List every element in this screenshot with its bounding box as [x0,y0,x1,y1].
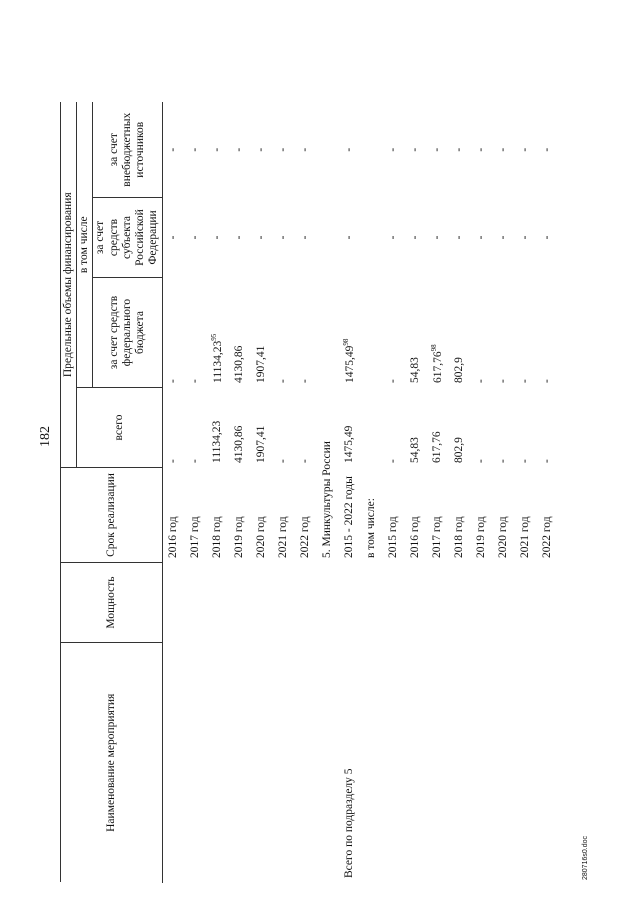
table-row [405,103,427,883]
cell-total-text: 1475,49 [342,425,355,463]
cell-regional-text: - [540,235,553,240]
cell-total [207,388,229,468]
cell-total-text: 11134,23 [210,420,223,463]
cell-empty [317,643,339,883]
header-capacity: Мощность [61,563,163,643]
cell-capacity [471,563,493,643]
cell-period-text: 2016 год [166,516,179,558]
cell-extra [493,103,515,198]
cell-regional [162,198,185,278]
cell-period [383,468,405,563]
cell-total [383,388,405,468]
cell-name [383,643,405,883]
cell-total [295,388,317,468]
cell-capacity [449,563,471,643]
cell-period-text: 2022 год [540,516,553,558]
cell-period-text: 2021 год [518,516,531,558]
cell-extra-text: - [474,147,487,152]
cell-empty [317,563,339,643]
cell-name-text: Всего по подразделу 5 [342,768,355,878]
cell-name [493,643,515,883]
cell-federal-text: 1907,41 [254,345,267,383]
cell-total [229,388,251,468]
cell-regional-text: - [232,235,245,240]
cell-federal [185,278,207,388]
cell-period [339,468,361,563]
cell-name [229,643,251,883]
cell-period [537,468,559,563]
cell-regional-text: - [166,235,179,240]
cell-federal [162,278,185,388]
cell-period [515,468,537,563]
cell-federal [471,278,493,388]
cell-extra [339,103,361,198]
table-row [162,103,185,883]
section-title: 5. Минкультуры России [320,441,333,558]
cell-extra [471,103,493,198]
financing-table [60,103,559,884]
rotated-table-container [0,30,640,905]
cell-period [162,468,185,563]
cell-capacity [493,563,515,643]
cell-federal-text: 54,83 [408,357,421,383]
cell-name [427,643,449,883]
including-label: в том числе: [364,498,377,558]
table-row [339,103,361,883]
cell-federal-text: - [166,379,179,383]
cell-regional [493,198,515,278]
cell-federal [295,278,317,388]
cell-federal-text: - [188,379,201,383]
cell-federal [273,278,295,388]
cell-regional-text: - [474,235,487,240]
cell-extra-text: - [408,147,421,152]
cell-federal-text: 802,9 [452,357,465,383]
cell-total-text: - [540,459,553,463]
cell-capacity [515,563,537,643]
cell-total [449,388,471,468]
cell-federal [515,278,537,388]
page-number: 182 [38,426,53,447]
cell-period [427,468,449,563]
cell-capacity [405,563,427,643]
cell-regional-text: - [408,235,421,240]
cell-name [295,643,317,883]
cell-total-text: 54,83 [408,437,421,463]
cell-period [471,468,493,563]
cell-extra [449,103,471,198]
cell-period-text: 2015 - 2022 годы [342,476,355,558]
cell-empty [361,563,383,643]
cell-regional-text: - [188,235,201,240]
cell-period [185,468,207,563]
cell-regional-text: - [496,235,509,240]
cell-period-text: 2019 год [474,516,487,558]
cell-total [251,388,273,468]
cell-regional-text: - [298,235,311,240]
cell-extra-text: - [298,147,311,152]
footnote-mark: 98 [342,338,350,346]
cell-federal [207,278,229,388]
cell-extra-text: - [342,147,355,152]
cell-regional [251,198,273,278]
table-row [273,103,295,883]
footnote-mark: 95 [210,333,218,341]
cell-extra-text: - [386,147,399,152]
cell-federal-text: - [298,379,311,383]
cell-name [185,643,207,883]
cell-capacity [207,563,229,643]
cell-period [273,468,295,563]
cell-name [471,643,493,883]
cell-extra-text: - [210,147,223,152]
cell-empty [361,388,383,468]
cell-total [185,388,207,468]
cell-regional [295,198,317,278]
cell-federal [493,278,515,388]
cell-total [493,388,515,468]
cell-total-text: 1907,41 [254,425,267,463]
cell-extra-text: - [166,147,179,152]
cell-period [251,468,273,563]
header-including: в том числе [77,103,93,388]
cell-capacity [339,563,361,643]
cell-capacity [295,563,317,643]
cell-regional [339,198,361,278]
cell-regional [471,198,493,278]
header-federal: за счет средств федерального бюджета [93,278,162,388]
cell-empty [361,103,383,198]
cell-federal [383,278,405,388]
table-row [471,103,493,883]
cell-total [273,388,295,468]
cell-capacity [185,563,207,643]
cell-total-text: - [518,459,531,463]
cell-federal-text: 4130,86 [232,345,245,383]
cell-regional [515,198,537,278]
header-name: Наименование мероприятия [61,643,163,883]
cell-name [449,643,471,883]
table-row [449,103,471,883]
cell-extra [405,103,427,198]
footer-filename: 280716s0.doc [582,836,589,880]
cell-extra-text: - [496,147,509,152]
cell-federal [339,278,361,388]
cell-extra-text: - [452,147,465,152]
header-extra: за счет внебюджетных источников [93,103,162,198]
cell-period [449,468,471,563]
cell-period-text: 2018 год [452,516,465,558]
cell-period [493,468,515,563]
table-row [515,103,537,883]
including-row [361,103,383,883]
cell-regional [449,198,471,278]
section-title-row [317,103,339,883]
cell-name [339,643,361,883]
cell-total-text: - [474,459,487,463]
cell-total [339,388,361,468]
cell-regional-text: - [210,235,223,240]
cell-federal-text: - [386,379,399,383]
table-row [537,103,559,883]
cell-period-text: 2017 год [430,516,443,558]
table-row [295,103,317,883]
cell-regional-text: - [386,235,399,240]
cell-regional-text: - [276,235,289,240]
table-row [383,103,405,883]
cell-capacity [229,563,251,643]
cell-regional [207,198,229,278]
cell-period-text: 2022 год [298,516,311,558]
cell-federal-text: - [518,379,531,383]
cell-total-text: 802,9 [452,437,465,463]
cell-federal [427,278,449,388]
cell-total-text: - [386,459,399,463]
cell-regional [427,198,449,278]
cell-regional [185,198,207,278]
cell-regional-text: - [342,235,355,240]
cell-federal-text: - [540,379,553,383]
cell-period [295,468,317,563]
cell-total [471,388,493,468]
cell-extra-text: - [540,147,553,152]
cell-total-text: 4130,86 [232,425,245,463]
cell-name [273,643,295,883]
cell-empty [361,198,383,278]
cell-total [427,388,449,468]
cell-total-text: - [298,459,311,463]
cell-empty [361,643,383,883]
cell-regional-text: - [518,235,531,240]
cell-extra [383,103,405,198]
cell-federal [449,278,471,388]
table-row [185,103,207,883]
cell-period-text: 2020 год [496,516,509,558]
cell-total [162,388,185,468]
cell-regional [383,198,405,278]
cell-total-text: - [166,459,179,463]
cell-regional-text: - [254,235,267,240]
cell-federal-text: - [496,379,509,383]
cell-empty [361,278,383,388]
cell-federal-text: - [276,379,289,383]
cell-extra [185,103,207,198]
cell-regional-text: - [430,235,443,240]
cell-extra-text: - [232,147,245,152]
cell-name [537,643,559,883]
cell-capacity [383,563,405,643]
cell-total-text: - [496,459,509,463]
cell-federal [229,278,251,388]
cell-federal [251,278,273,388]
cell-extra [427,103,449,198]
table-body [162,103,559,883]
cell-name [405,643,427,883]
cell-period-text: 2017 год [188,516,201,558]
cell-name [251,643,273,883]
cell-extra [162,103,185,198]
cell-extra [515,103,537,198]
cell-total [537,388,559,468]
cell-extra [229,103,251,198]
cell-total [405,388,427,468]
table-row [207,103,229,883]
cell-federal-text: 1475,49 [343,345,356,383]
cell-extra [251,103,273,198]
cell-period [207,468,229,563]
cell-extra-text: - [188,147,201,152]
cell-regional [273,198,295,278]
cell-total-text: - [276,459,289,463]
cell-period [405,468,427,563]
cell-period-text: 2015 год [386,516,399,558]
header-regional: за счет средств субъекта Российской Федерации [93,198,162,278]
cell-federal [537,278,559,388]
cell-total-text: - [188,459,201,463]
cell-period-text: 2018 год [210,516,223,558]
cell-extra [537,103,559,198]
cell-capacity [537,563,559,643]
table-row [493,103,515,883]
cell-period-text: 2020 год [254,516,267,558]
cell-federal-text: 617,76 [431,351,444,383]
cell-extra-text: - [276,147,289,152]
cell-capacity [251,563,273,643]
cell-regional-text: - [452,235,465,240]
cell-extra-text: - [430,147,443,152]
header-financing: Предельные объемы финансирования [61,103,77,468]
cell-extra [273,103,295,198]
cell-extra [295,103,317,198]
table-row [251,103,273,883]
cell-period [229,468,251,563]
cell-name [207,643,229,883]
cell-regional [229,198,251,278]
cell-regional [537,198,559,278]
footnote-mark: 98 [430,344,438,352]
cell-extra-text: - [254,147,267,152]
table-row [427,103,449,883]
cell-name [162,643,185,883]
cell-total [515,388,537,468]
cell-capacity [273,563,295,643]
cell-period-text: 2016 год [408,516,421,558]
cell-total-text: 617,76 [430,431,443,463]
cell-federal [405,278,427,388]
cell-period-text: 2021 год [276,516,289,558]
cell-regional [405,198,427,278]
header-total: всего [77,388,162,468]
header-period: Срок реализации [61,468,163,563]
cell-extra-text: - [518,147,531,152]
cell-name [515,643,537,883]
cell-federal-text: - [474,379,487,383]
cell-capacity [427,563,449,643]
cell-extra [207,103,229,198]
cell-capacity [162,563,185,643]
cell-federal-text: 11134,23 [211,340,224,383]
cell-period-text: 2019 год [232,516,245,558]
table-row [229,103,251,883]
